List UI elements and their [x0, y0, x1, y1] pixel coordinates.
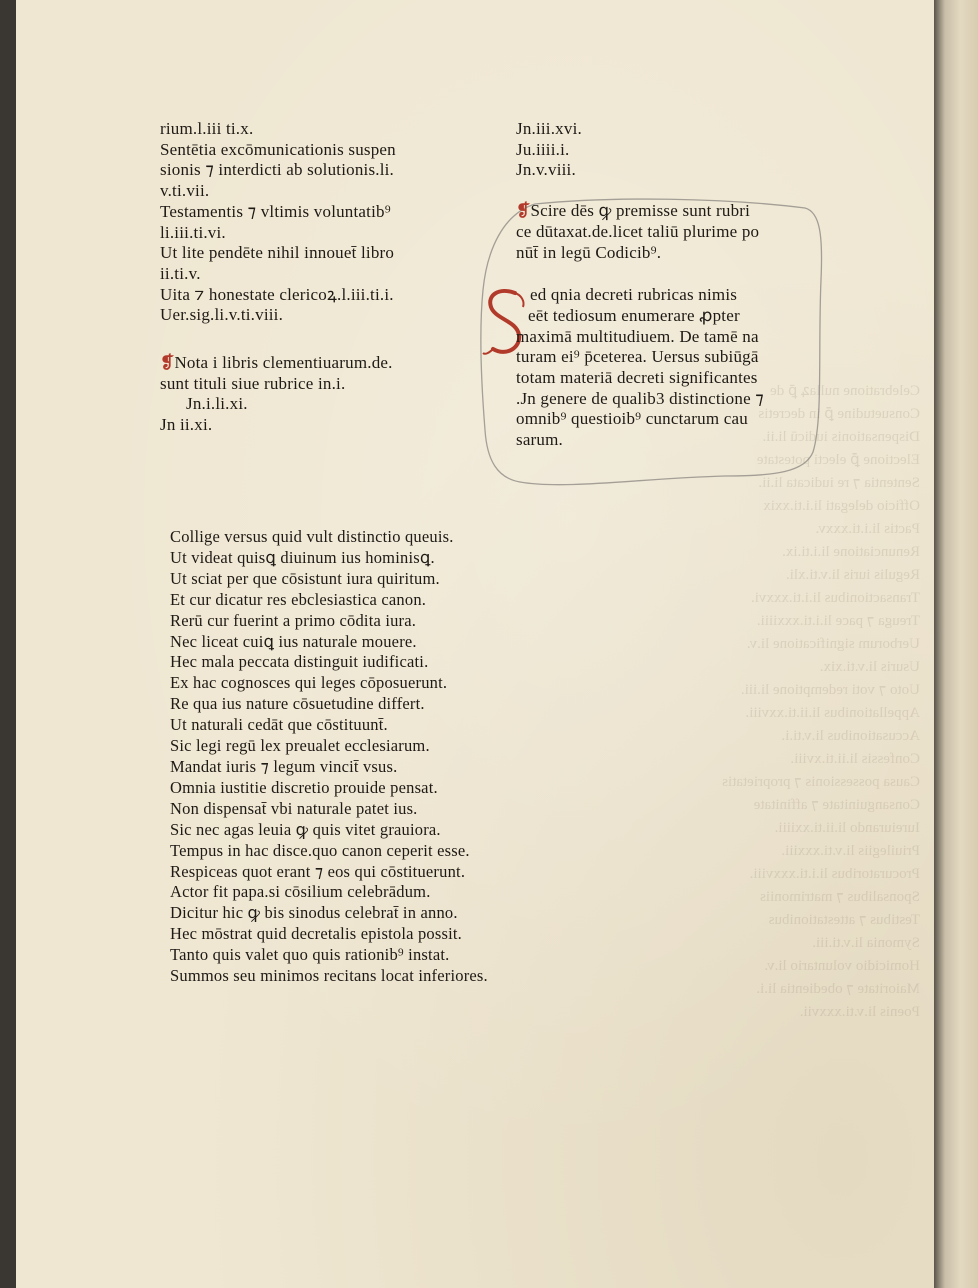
red-paragraph-mark-icon: ❡: [516, 201, 531, 221]
verse-line: Ut videat quisꝗ diuinum ius hominisꝗ.: [170, 547, 435, 567]
verse-line: Hec mōstrat quid decretalis epistola possit.: [170, 924, 462, 944]
verse-block: [170, 527, 488, 987]
rubric-line: Uer.sig.li.v.ti.viii.: [160, 305, 284, 325]
verse-line: Collige versus quid vult distinctio queuis.: [170, 527, 454, 546]
rubric-line: Ju.iiii.i.: [516, 139, 570, 159]
rubric-line: sionis ⁊ interdicti ab solutionis.li.: [160, 160, 395, 180]
rubric-line: Uita ⁊ honestate clericoꝝ.l.iii.ti.i.: [160, 284, 394, 304]
verse-line: Omnia iustitie discretio prouide pensat.: [170, 777, 438, 797]
verse-line: Tempus in hac disce.quo canon ceperit esse.: [170, 840, 470, 860]
bleed-through-text: Celebratione nullaꝝ ꝑ̄ de Consuetudine ꝑ̄ in decretis Dispensationis iudicū li.ii. Electione ꝑ̄ electi potestate Sententia ⁊ re iudicata li.ii. Officio delegati li.i.ti.xxix Pactis li.i.ti.xxxv. Renunciatione li.i.ti.ix. Regulis iuris li.v.ti.xli. Transactionibus li.i.ti.xxxvi. Treuga ⁊ pace li.i.ti.xxxiiii. Uerborum significatione li.v. Usuris li.v.ti.xix. Uoto ⁊ voti redemptione li.iii. Appellationibus li.ii.ti.xxviii. Accusationibus li.v.ti.i. Confessis li.ii.ti.xviii. Causa possessionis ⁊ proprietatis Consanguinitate ⁊ affinitate Iureiurando li.ii.ti.xxiiii. Priuilegiis li.v.ti.xxxiii. Procuratoribus li.i.ti.xxxviii. Sponsalibus ⁊ matrimoniis Testibus ⁊ attestationibus Symonia li.v.ti.iii. Homicidio voluntario li.v. Maioritate ⁊ obedientia li.i. Poenis li.v.ti.xxxvii.: [722, 383, 920, 1020]
book-gutter: [934, 0, 978, 1288]
rubric-line: Jn.i.li.xi.: [186, 394, 248, 414]
rubric-line: Jn ii.xi.: [160, 415, 213, 435]
scire-block: [516, 201, 764, 263]
verse-line: Ut naturali cedāt que cōstituunt̄.: [170, 715, 388, 735]
rubric-line: v.ti.vii.: [160, 181, 210, 201]
verse-line: Non dispensat̄ vbi naturale patet ius.: [170, 798, 418, 818]
verse-line: Sic legi regū lex preualet ecclesiarum.: [170, 736, 430, 756]
rubric-line: nūt̄ in legū Codicib⁹.: [516, 242, 662, 262]
rubric-line: ❡Nota i libris clementiuarum.de.: [160, 353, 393, 373]
verse-line: Actor fit papa.si cōsilium celebrādum.: [170, 882, 431, 902]
rubric-line: li.iii.ti.vi.: [160, 222, 226, 242]
rubric-line: Jn.iii.xvi.: [516, 119, 582, 138]
red-paragraph-mark-icon: ❡: [160, 353, 175, 373]
verse-line: Nec liceat cuiꝗ ius naturale mouere.: [170, 631, 417, 651]
rubric-line: sunt tituli siue rubrice in.i.: [160, 373, 346, 393]
rubric-line: Sentētia excōmunicationis suspen: [160, 139, 396, 159]
verse-line: Respiceas quot erant ⁊ eos qui cōstituerunt.: [170, 861, 466, 881]
rubric-line: omnib⁹ questioib⁹ cunctarum cau: [516, 409, 748, 429]
rubric-line: sarum.: [516, 430, 563, 450]
rubric-line: maximā multitudiuem. De tamē na: [516, 326, 759, 346]
sed-quia-block: [516, 285, 764, 451]
rubric-line: rium.l.iii ti.x.: [160, 119, 254, 138]
verse-line: Dicitur hic ꝙ bis sinodus celebrat̄ in anno.: [170, 903, 458, 923]
rubric-line: ii.ti.v.: [160, 263, 201, 283]
rubric-line: Ut lite pendēte nihil innouet̄ libro: [160, 243, 395, 263]
verse-line: Ex hac cognosces qui leges cōposuerunt.: [170, 673, 448, 693]
verse-line: Ut sciat per que cōsistunt iura quiritum.: [170, 568, 440, 588]
right-column: [516, 119, 764, 451]
verse-line: Tanto quis valet quo quis rationib⁹ instat.: [170, 945, 450, 965]
verse-line: Summos seu minimos recitans locat inferiores.: [170, 966, 488, 986]
rubric-line: Testamentis ⁊ vltimis voluntatib⁹: [160, 201, 391, 221]
rubric-line: totam materiā decreti significantes: [516, 368, 758, 388]
rubric-line: ed qnia decreti rubricas nimis: [530, 285, 738, 305]
verse-line: Re qua ius nature cōsuetudine differt.: [170, 694, 425, 714]
rubric-line: ❡Scire dēs ꝙ premisse sunt rubri: [516, 201, 751, 221]
verse-line: Mandat iuris ⁊ legum vincit̄ vsus.: [170, 756, 398, 776]
rubric-line: Jn.v.viii.: [516, 160, 576, 180]
clementine-block: [160, 353, 396, 436]
rubric-line: .Jn genere de qualib3 distinctione ⁊: [516, 388, 764, 408]
left-column: [160, 119, 396, 436]
rubric-line: turam ei⁹ p̄ceterea. Uersus subiūgā: [516, 347, 759, 367]
verse-line: Et cur dicatur res ebclesiastica canon.: [170, 589, 427, 609]
rubric-line: eēt tediosum enumerare ꝓpter: [528, 305, 740, 325]
verse-line: Rerū cur fuerint a primo cōdita iura.: [170, 610, 417, 630]
rubric-line: ce dūtaxat.de.licet taliū plurime po: [516, 221, 760, 241]
verse-line: Hec mala peccata distinguit iudificati.: [170, 652, 429, 672]
verse-line: Sic nec agas leuia ꝙ quis vitet grauiora.: [170, 819, 441, 839]
